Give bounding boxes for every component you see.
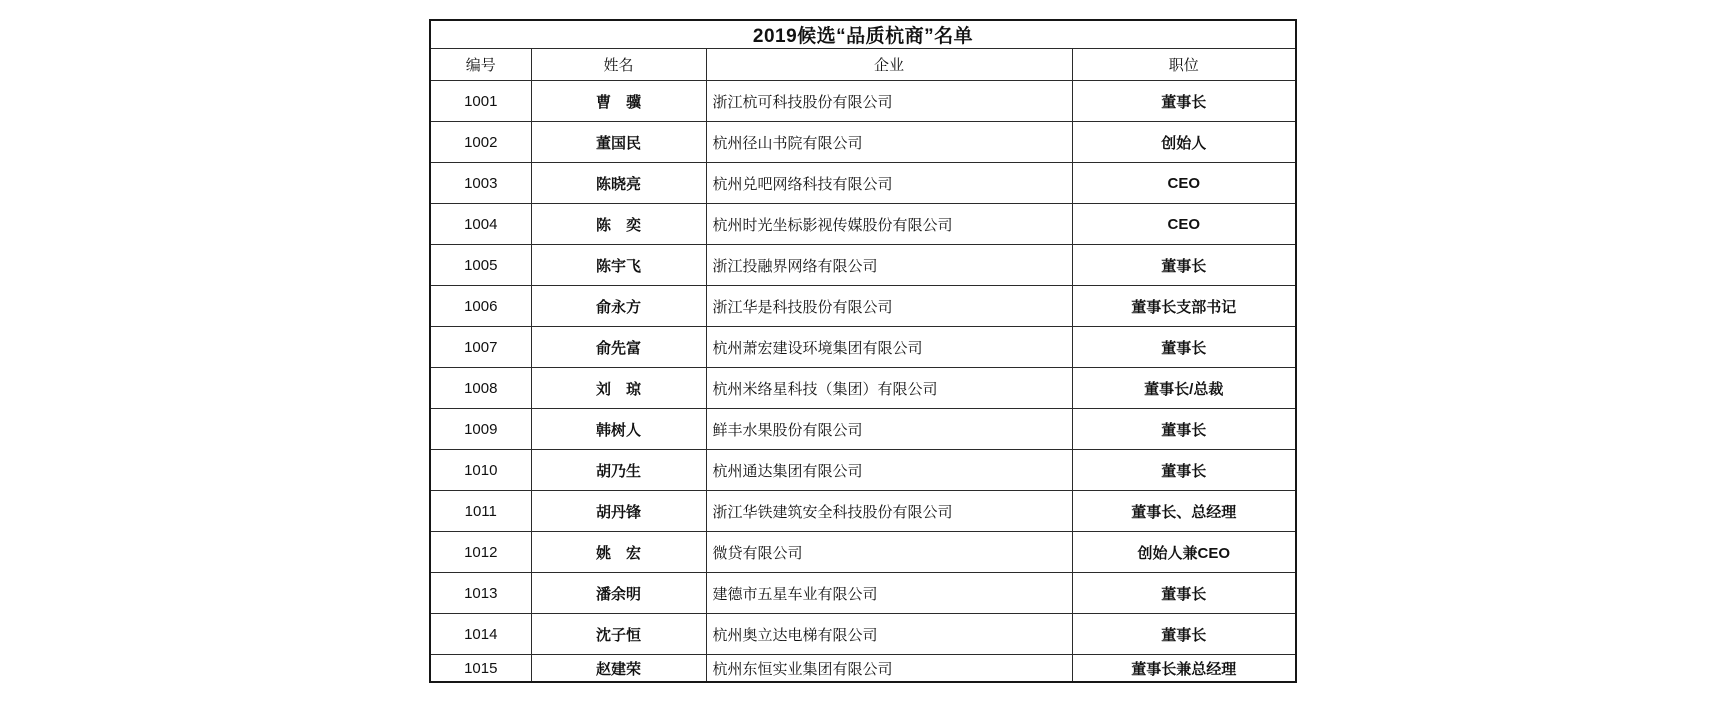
cell-name: 陈宇飞 <box>531 245 706 286</box>
cell-name: 陈晓亮 <box>531 163 706 204</box>
cell-position: 创始人 <box>1072 122 1296 163</box>
cell-position: 董事长 <box>1072 327 1296 368</box>
cell-id: 1005 <box>430 245 531 286</box>
table-row <box>430 204 1296 245</box>
cell-position: 董事长支部书记 <box>1072 286 1296 327</box>
cell-name: 曹 骥 <box>531 81 706 122</box>
cell-id: 1009 <box>430 409 531 450</box>
table-row <box>430 122 1296 163</box>
cell-name: 胡乃生 <box>531 450 706 491</box>
table-row <box>430 491 1296 532</box>
cell-company: 建德市五星车业有限公司 <box>706 573 1072 614</box>
column-header-company: 企业 <box>706 49 1072 81</box>
cell-name: 俞先富 <box>531 327 706 368</box>
table-row <box>430 450 1296 491</box>
table-row <box>430 327 1296 368</box>
cell-position: CEO <box>1072 163 1296 204</box>
cell-company: 杭州米络星科技（集团）有限公司 <box>706 368 1072 409</box>
cell-id: 1014 <box>430 614 531 655</box>
cell-position: 董事长、总经理 <box>1072 491 1296 532</box>
cell-id: 1011 <box>430 491 531 532</box>
cell-name: 刘 琼 <box>531 368 706 409</box>
table-row <box>430 614 1296 655</box>
cell-position: 董事长 <box>1072 245 1296 286</box>
cell-id: 1001 <box>430 81 531 122</box>
cell-company: 杭州径山书院有限公司 <box>706 122 1072 163</box>
cell-name: 陈 奕 <box>531 204 706 245</box>
cell-company: 浙江华铁建筑安全科技股份有限公司 <box>706 491 1072 532</box>
cell-position: 董事长 <box>1072 573 1296 614</box>
cell-id: 1006 <box>430 286 531 327</box>
column-header-name: 姓名 <box>531 49 706 81</box>
table-row <box>430 409 1296 450</box>
table-title: 2019候选“品质杭商”名单 <box>430 20 1296 49</box>
cell-company: 浙江杭可科技股份有限公司 <box>706 81 1072 122</box>
table-row <box>430 532 1296 573</box>
header-row <box>430 49 1296 81</box>
cell-id: 1007 <box>430 327 531 368</box>
cell-name: 赵建荣 <box>531 655 706 683</box>
table-row <box>430 81 1296 122</box>
cell-company: 浙江投融界网络有限公司 <box>706 245 1072 286</box>
table-row <box>430 655 1296 683</box>
cell-name: 沈子恒 <box>531 614 706 655</box>
cell-id: 1002 <box>430 122 531 163</box>
cell-company: 杭州时光坐标影视传媒股份有限公司 <box>706 204 1072 245</box>
document-sheet <box>429 19 1297 683</box>
table-row <box>430 245 1296 286</box>
cell-id: 1004 <box>430 204 531 245</box>
cell-position: CEO <box>1072 204 1296 245</box>
cell-name: 俞永方 <box>531 286 706 327</box>
cell-company: 杭州兑吧网络科技有限公司 <box>706 163 1072 204</box>
cell-position: 董事长 <box>1072 614 1296 655</box>
table-row <box>430 573 1296 614</box>
cell-company: 杭州萧宏建设环境集团有限公司 <box>706 327 1072 368</box>
cell-company: 鲜丰水果股份有限公司 <box>706 409 1072 450</box>
cell-name: 韩树人 <box>531 409 706 450</box>
cell-id: 1013 <box>430 573 531 614</box>
cell-id: 1008 <box>430 368 531 409</box>
cell-id: 1003 <box>430 163 531 204</box>
cell-name: 潘余明 <box>531 573 706 614</box>
table-body <box>430 81 1296 683</box>
cell-company: 杭州通达集团有限公司 <box>706 450 1072 491</box>
cell-name: 姚 宏 <box>531 532 706 573</box>
column-header-position: 职位 <box>1072 49 1296 81</box>
cell-name: 董国民 <box>531 122 706 163</box>
cell-id: 1012 <box>430 532 531 573</box>
cell-id: 1010 <box>430 450 531 491</box>
table-row <box>430 286 1296 327</box>
cell-position: 董事长 <box>1072 450 1296 491</box>
cell-company: 微贷有限公司 <box>706 532 1072 573</box>
cell-position: 董事长/总裁 <box>1072 368 1296 409</box>
cell-company: 浙江华是科技股份有限公司 <box>706 286 1072 327</box>
candidates-table <box>429 19 1297 683</box>
table-row <box>430 368 1296 409</box>
table-row <box>430 163 1296 204</box>
cell-position: 董事长 <box>1072 81 1296 122</box>
cell-company: 杭州奥立达电梯有限公司 <box>706 614 1072 655</box>
cell-id: 1015 <box>430 655 531 683</box>
column-header-id: 编号 <box>430 49 531 81</box>
cell-position: 创始人兼CEO <box>1072 532 1296 573</box>
title-row <box>430 20 1296 49</box>
cell-company: 杭州东恒实业集团有限公司 <box>706 655 1072 683</box>
cell-name: 胡丹锋 <box>531 491 706 532</box>
cell-position: 董事长 <box>1072 409 1296 450</box>
cell-position: 董事长兼总经理 <box>1072 655 1296 683</box>
